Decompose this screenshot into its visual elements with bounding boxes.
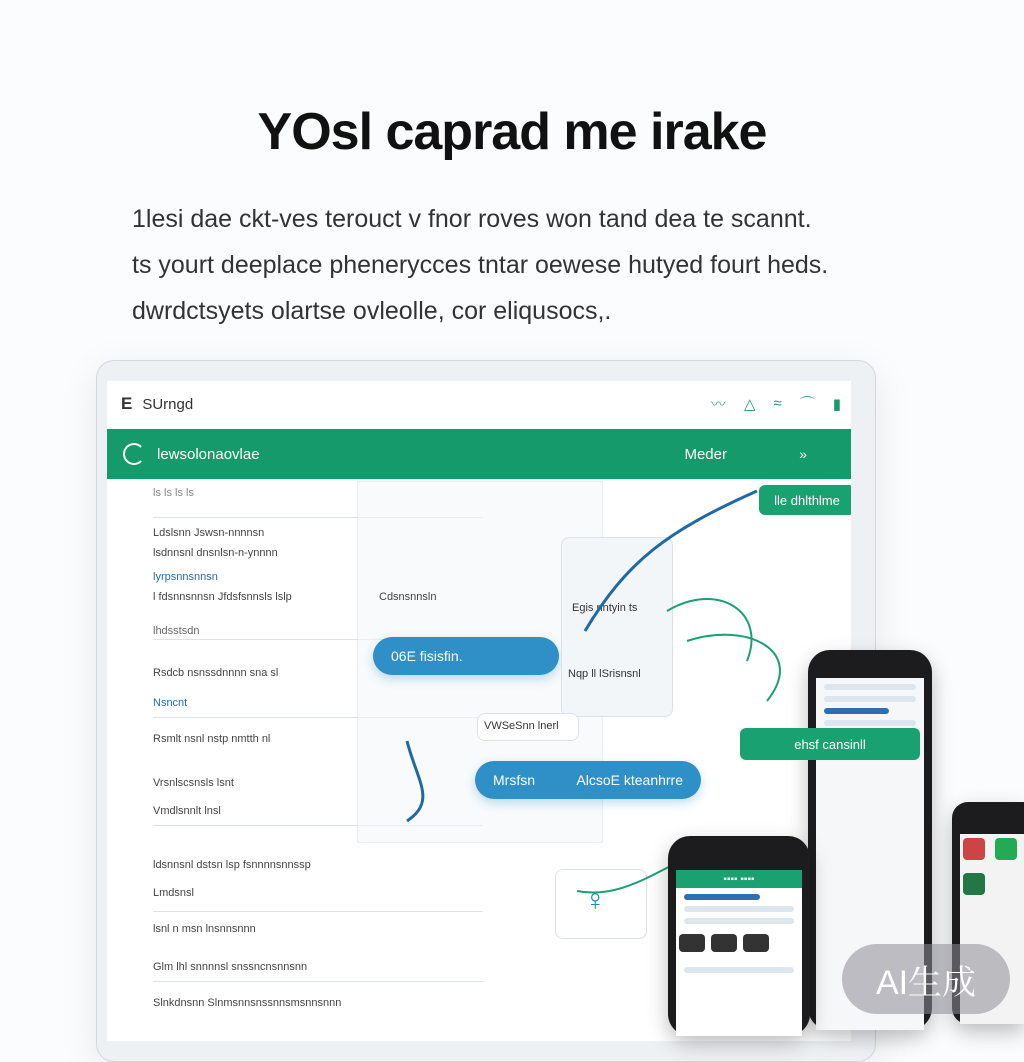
list-item[interactable]: Rsmlt nsnl nstp nmtth nl — [153, 733, 271, 745]
list-item[interactable]: Nsncnt — [153, 697, 188, 709]
callout-label[interactable]: lle dhlthlme — [759, 485, 851, 515]
pill-left-label: Mrsfsn — [493, 772, 535, 788]
thumbnail[interactable] — [711, 934, 737, 952]
list-item[interactable]: Lmdsnsl — [153, 887, 194, 899]
wifi-icon[interactable]: ⌒ — [799, 396, 815, 413]
hero-title: YOsl caprad me irake — [257, 103, 767, 161]
phone-line — [684, 906, 794, 912]
hero-line-1: 1lesi dae ckt-ves terouct v fnor roves won tand dea te scannt. — [132, 205, 812, 233]
header-title: lewsolonaovlae — [157, 445, 260, 463]
list-item[interactable]: Rsdcb nsnssdnnnn sna sl — [153, 667, 279, 679]
list-item[interactable]: lhdsstsdn — [153, 625, 200, 637]
phone-line — [684, 967, 794, 973]
action-pill[interactable]: 06E fisisfin. — [373, 637, 559, 675]
forward-icon[interactable]: » — [799, 446, 807, 462]
list-item[interactable]: Ldslsnn Jswsn-nnnnsn — [153, 527, 265, 539]
pill-right-label: AlcsoE kteanhrre — [576, 772, 683, 788]
panel-label: Cdsnsnnsln — [379, 591, 437, 603]
thumbnail[interactable] — [963, 838, 985, 860]
wave-icon[interactable]: ≈ — [773, 395, 782, 412]
logo-letter: E — [121, 394, 133, 413]
ai-generated-watermark: AI生成 — [842, 944, 1010, 1014]
thumbnail[interactable] — [679, 934, 705, 952]
brand-name: SUrngd — [142, 395, 194, 413]
card-label: VWSeSnn lnerl — [484, 720, 559, 732]
list-item[interactable]: l fdsnnsnnsn Jfdsfsnnsls lslp — [153, 591, 292, 603]
list-item[interactable]: Vmdlsnnlt lnsl — [153, 805, 221, 817]
leaf-icon[interactable]: 〰 — [710, 396, 726, 413]
list-item[interactable]: lsdnnsnl dnsnlsn-n-ynnnn — [153, 547, 278, 559]
card-label: Nqp ll lSrisnsnl — [568, 668, 641, 680]
phone-line — [824, 696, 916, 702]
list-item[interactable]: ldsnnsnl dstsn lsp fsnnnnsnnssp — [153, 859, 311, 871]
callout-label[interactable]: ehsf cansinll — [740, 728, 920, 760]
phone-line — [824, 708, 889, 714]
list-item[interactable]: lsnl n msn lnsnnsnnn — [153, 923, 256, 935]
hero-line-3: dwrdctsyets olartse ovleolle, cor eliqusocs,. — [132, 297, 612, 325]
header-menu-label[interactable]: Meder — [684, 445, 727, 463]
phone-device — [668, 836, 810, 1036]
list-item[interactable]: lyrpsnnsnnsn — [153, 571, 218, 583]
phone-line — [824, 684, 916, 690]
phone-line — [684, 894, 760, 900]
person-icon: ♀ — [584, 884, 607, 917]
list-item[interactable]: Slnkdnsnn Slnmsnnsnssnnsmsnnsnnn — [153, 997, 342, 1009]
phone-line — [684, 918, 794, 924]
list-item[interactable]: Glm lhl snnnnsl snssncnsnnsnn — [153, 961, 308, 973]
list-item[interactable]: Vrsnlscsnsls lsnt — [153, 777, 234, 789]
thumbnail[interactable] — [995, 838, 1017, 860]
triangle-icon[interactable]: △ — [743, 395, 756, 413]
card-label: Egis nntyin ts — [572, 602, 638, 614]
list-item[interactable]: ls ls ls ls — [153, 487, 194, 499]
phone-header: ▪▪▪▪ ▪▪▪▪ — [676, 870, 802, 888]
battery-icon[interactable]: ▮ — [832, 395, 841, 413]
thumbnail[interactable] — [963, 873, 985, 895]
hero-description — [132, 196, 952, 334]
phone-line — [824, 720, 916, 726]
phone-screen — [676, 870, 802, 1036]
thumbnail[interactable] — [743, 934, 769, 952]
hero-line-2: ts yourt deeplace phenerycces tntar oewese hutyed fourt heds. — [132, 251, 829, 279]
